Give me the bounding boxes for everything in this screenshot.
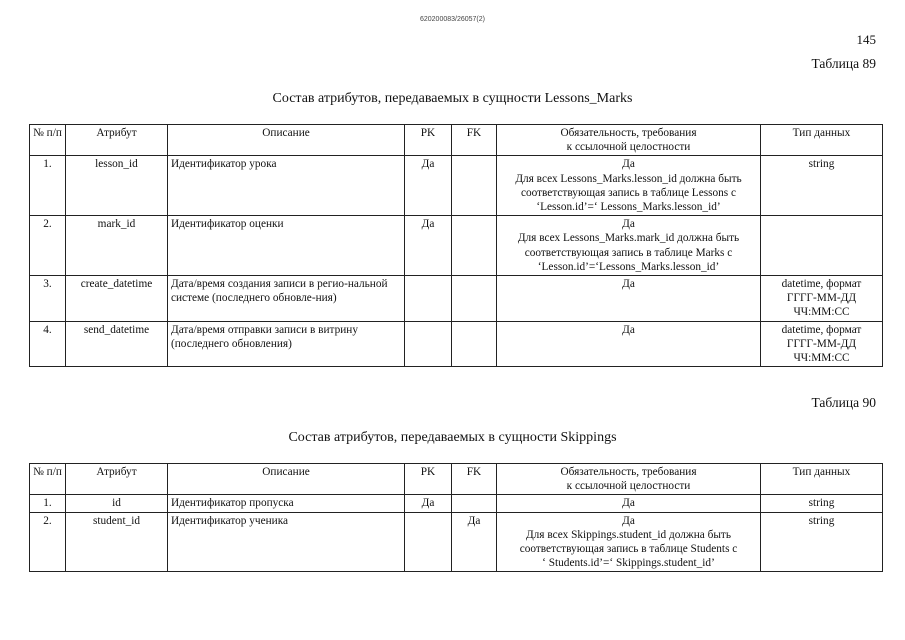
row-number: 1.	[30, 156, 66, 216]
data-type-line: ГГГГ-ММ-ДД	[786, 337, 857, 350]
col-header-pk: PK	[405, 464, 452, 495]
col-header-requirements-line: к ссылочной целостности	[566, 141, 691, 154]
col-header-data-type: Тип данных	[761, 464, 883, 495]
attribute-description: Дата/время создания записи в регио-нальной системе (последнего обновле-ния)	[168, 276, 405, 322]
attribute-name: mark_id	[66, 216, 168, 276]
requirements	[497, 156, 761, 216]
pk-flag: Да	[405, 495, 452, 512]
col-header-num: № п/п	[30, 125, 66, 156]
data-type-line: datetime, формат	[781, 323, 862, 336]
pk-flag	[405, 276, 452, 322]
requirements-line: ‘Lesson.id’=‘Lessons_Marks.lesson_id’	[537, 260, 720, 273]
data-type-line: string	[808, 158, 835, 171]
table-label-90: Таблица 90	[811, 395, 876, 410]
requirements-line: Да	[622, 497, 635, 510]
requirements-line: Да	[622, 323, 635, 336]
col-header-requirements-line: Обязательность, требования	[560, 466, 697, 478]
requirements-line: Да	[622, 278, 635, 291]
attributes-table-90	[29, 463, 883, 572]
table-row	[30, 216, 883, 276]
requirements	[497, 276, 761, 322]
table-row	[30, 276, 883, 322]
data-type	[761, 216, 883, 276]
attribute-description: Идентификатор пропуска	[168, 495, 405, 512]
requirements-line: Да	[622, 158, 635, 171]
requirements-line: соответствующая запись в таблице Marks с	[524, 246, 733, 259]
col-header-requirements-line: к ссылочной целостности	[566, 480, 691, 493]
fk-flag	[452, 276, 497, 322]
data-type-line: ЧЧ:ММ:СС	[793, 306, 850, 319]
data-type-line: ЧЧ:ММ:СС	[793, 352, 850, 365]
row-number: 2.	[30, 216, 66, 276]
attribute-name: student_id	[66, 512, 168, 572]
data-type	[761, 321, 883, 367]
col-header-fk: FK	[452, 464, 497, 495]
requirements-line: соответствующая запись в таблице Lessons с	[520, 186, 737, 199]
row-number: 1.	[30, 495, 66, 512]
data-type	[761, 156, 883, 216]
requirements	[497, 216, 761, 276]
table-header-row	[30, 125, 883, 156]
fk-flag: Да	[452, 512, 497, 572]
data-type	[761, 495, 883, 512]
fk-flag	[452, 495, 497, 512]
requirements	[497, 321, 761, 367]
col-header-description: Описание	[168, 125, 405, 156]
requirements-line: Да	[622, 514, 635, 527]
table-row	[30, 512, 883, 572]
requirements	[497, 512, 761, 572]
col-header-fk: FK	[452, 125, 497, 156]
col-header-requirements-line: Обязательность, требования	[560, 127, 697, 139]
pk-flag	[405, 321, 452, 367]
requirements-line: Для всех Lessons_Marks.mark_id должна быть	[517, 232, 740, 245]
fk-flag	[452, 156, 497, 216]
attribute-description: Дата/время отправки записи в витрину (последнего обновления)	[168, 321, 405, 367]
data-type-line: string	[808, 497, 835, 510]
table-label-89: Таблица 89	[811, 56, 876, 71]
data-type	[761, 276, 883, 322]
row-number: 3.	[30, 276, 66, 322]
table-title-90: Состав атрибутов, передаваемых в сущности Skippings	[288, 430, 617, 445]
requirements-line: ‘ Students.id’=‘ Skippings.student_id’	[542, 557, 715, 570]
attribute-name: lesson_id	[66, 156, 168, 216]
fk-flag	[452, 321, 497, 367]
requirements-line: Для всех Skippings.student_id должна быть	[525, 528, 732, 541]
page-number: 145	[856, 32, 876, 47]
col-header-description: Описание	[168, 464, 405, 495]
attributes-table-89	[29, 124, 883, 367]
attribute-name: create_datetime	[66, 276, 168, 322]
requirements-line: Для всех Lessons_Marks.lesson_id должна быть	[515, 172, 742, 185]
table-header-row	[30, 464, 883, 495]
pk-flag: Да	[405, 216, 452, 276]
attribute-description: Идентификатор урока	[168, 156, 405, 216]
data-type-line: datetime, формат	[781, 278, 862, 291]
row-number: 4.	[30, 321, 66, 367]
fk-flag	[452, 216, 497, 276]
requirements-line: Да	[622, 218, 635, 231]
table-row	[30, 321, 883, 367]
table-title-89: Состав атрибутов, передаваемых в сущности Lessons_Marks	[272, 91, 633, 106]
table-row	[30, 495, 883, 512]
requirements	[497, 495, 761, 512]
col-header-requirements	[497, 125, 761, 156]
data-type-line: string	[808, 514, 835, 527]
attribute-description: Идентификатор ученика	[168, 512, 405, 572]
col-header-data-type: Тип данных	[761, 125, 883, 156]
row-number: 2.	[30, 512, 66, 572]
col-header-attribute: Атрибут	[66, 464, 168, 495]
data-type	[761, 512, 883, 572]
data-type-line: ГГГГ-ММ-ДД	[786, 292, 857, 305]
col-header-pk: PK	[405, 125, 452, 156]
attribute-description: Идентификатор оценки	[168, 216, 405, 276]
requirements-line: ‘Lesson.id’=‘ Lessons_Marks.lesson_id’	[536, 201, 721, 214]
attribute-name: id	[66, 495, 168, 512]
col-header-requirements	[497, 464, 761, 495]
pk-flag: Да	[405, 156, 452, 216]
col-header-num: № п/п	[30, 464, 66, 495]
col-header-attribute: Атрибут	[66, 125, 168, 156]
attribute-name: send_datetime	[66, 321, 168, 367]
pk-flag	[405, 512, 452, 572]
document-header-id: 620200083/26057(2)	[419, 16, 485, 23]
table-row	[30, 156, 883, 216]
requirements-line: соответствующая запись в таблице Students с	[519, 543, 738, 556]
